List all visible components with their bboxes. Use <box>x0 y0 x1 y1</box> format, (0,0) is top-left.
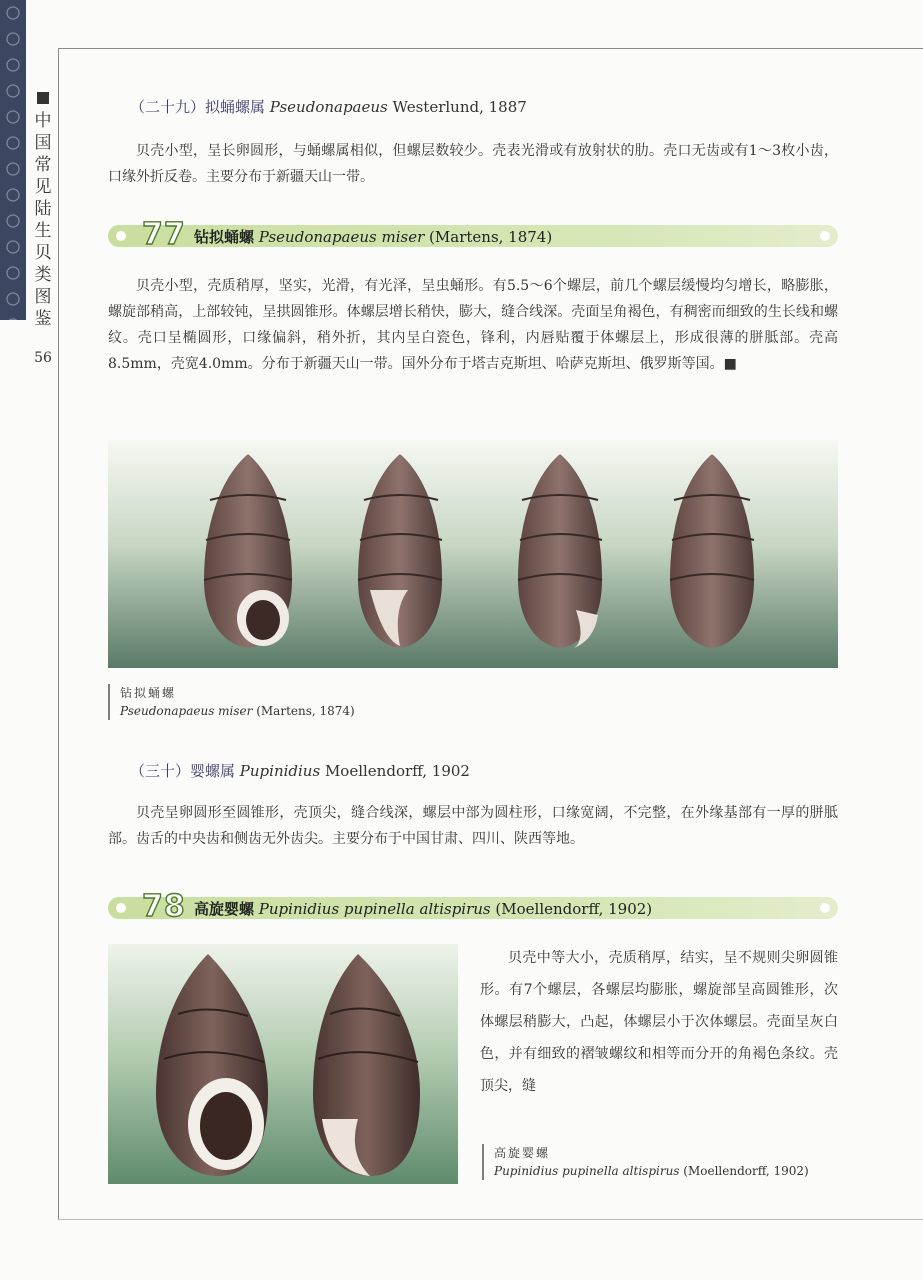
species-description-78: 贝壳中等大小，壳质稍厚，结实，呈不规则尖卵圆锥形。有7个螺层，各螺层均膨胀，螺旋部呈高圆锥形，次体螺层稍膨大，凸起，体螺层小于次体螺层。壳面呈灰白色，并有细致的褶皱螺纹和相等而分开的角褐色条纹。壳顶尖，缝 <box>480 950 838 1094</box>
genus-sci-name: Pseudonapaeus <box>269 98 388 116</box>
genus-number: （二十九）拟蛹螺属 <box>130 98 266 116</box>
species-cn-name: 钻拟蛹螺 <box>194 228 255 246</box>
photo-caption-78 <box>482 1144 809 1180</box>
species-author: (Martens, 1874) <box>424 228 553 246</box>
page-frame-bottom <box>58 1219 923 1220</box>
page-number: 56 <box>34 350 52 366</box>
running-title <box>32 92 54 330</box>
species-sci-name: Pseudonapaeus miser <box>258 228 425 246</box>
page-frame-left <box>58 48 59 1220</box>
square-bullet-icon <box>37 92 49 104</box>
shell-1 <box>204 454 292 648</box>
page-frame-top <box>58 48 923 49</box>
shell-illustration <box>108 440 838 668</box>
species-number: 77 <box>142 217 186 252</box>
species-header-bar-77 <box>108 217 838 252</box>
caption-sci-name: Pseudonapaeus miser <box>120 704 253 718</box>
shell-photo-77 <box>108 440 838 668</box>
shell-photo-78 <box>108 944 458 1184</box>
dot-icon <box>116 903 126 913</box>
shell-4 <box>670 454 754 648</box>
species-title <box>194 226 552 247</box>
genus-number: （三十）婴螺属 <box>130 762 236 780</box>
shell-1 <box>156 954 268 1176</box>
caption-author: (Martens, 1874) <box>252 704 355 718</box>
caption-sci-name: Pupinidius pupinella altispirus <box>494 1164 680 1178</box>
genus-heading-29 <box>130 96 527 117</box>
dot-icon <box>820 903 830 913</box>
dot-icon <box>116 231 126 241</box>
caption-cn-name: 高旋婴螺 <box>494 1146 551 1160</box>
decorative-ornament-strip <box>0 0 26 320</box>
book-title: 中 国 常 见 陆 生 贝 类 图 鉴 <box>34 111 52 329</box>
genus-sci-name: Pupinidius <box>239 762 321 780</box>
species-number: 78 <box>142 889 186 924</box>
caption-author: (Moellendorff, 1902) <box>679 1164 809 1178</box>
species-cn-name: 高旋婴螺 <box>194 900 255 918</box>
dot-icon <box>820 231 830 241</box>
shell-2 <box>358 454 442 648</box>
species-author: (Moellendorff, 1902) <box>490 900 653 918</box>
genus-description-30: 贝壳呈卵圆形至圆锥形，壳顶尖，缝合线深，螺层中部为圆柱形，口缘宽阔，不完整，在外缘基部有一厚的胼胝部。齿舌的中央齿和侧齿无外齿尖。主要分布于中国甘肃、四川、陕西等地。 <box>108 805 838 847</box>
species-title <box>194 898 652 919</box>
caption-cn-name: 钻拟蛹螺 <box>120 686 177 700</box>
species-sci-name: Pupinidius pupinella altispirus <box>258 900 491 918</box>
shell-3 <box>518 454 602 648</box>
photo-caption-77 <box>108 684 355 720</box>
species-description-77: 贝壳小型，壳质稍厚，坚实，光滑，有光泽，呈虫蛹形。有5.5～6个螺层，前几个螺层缓慢均匀增长，略膨胀，螺旋部稍高，上部较钝，呈拱圆锥形。体螺层增长稍快，膨大，缝合线深。壳面呈角褐色，有稠密而细致的生长线和螺纹。壳口呈椭圆形，口缘偏斜，稍外折，其内呈白瓷色，锋利，内唇贴覆于体螺层上，形成很薄的胼胝部。壳高8.5mm，壳宽4.0mm。分布于新疆天山一带。国外分布于塔吉克斯坦、哈萨克斯坦、俄罗斯等国。■ <box>108 278 838 372</box>
shell-2 <box>313 954 420 1176</box>
species-header-bar-78 <box>108 889 838 924</box>
genus-author: Moellendorff, 1902 <box>320 762 470 780</box>
genus-heading-30 <box>130 760 470 781</box>
genus-description-29: 贝壳小型，呈长卵圆形，与蛹螺属相似，但螺层数较少。壳表光滑或有放射状的肋。壳口无齿或有1～3枚小齿，口缘外折反卷。主要分布于新疆天山一带。 <box>108 143 838 185</box>
genus-author: Westerlund, 1887 <box>387 98 527 116</box>
shell-illustration <box>108 944 458 1184</box>
